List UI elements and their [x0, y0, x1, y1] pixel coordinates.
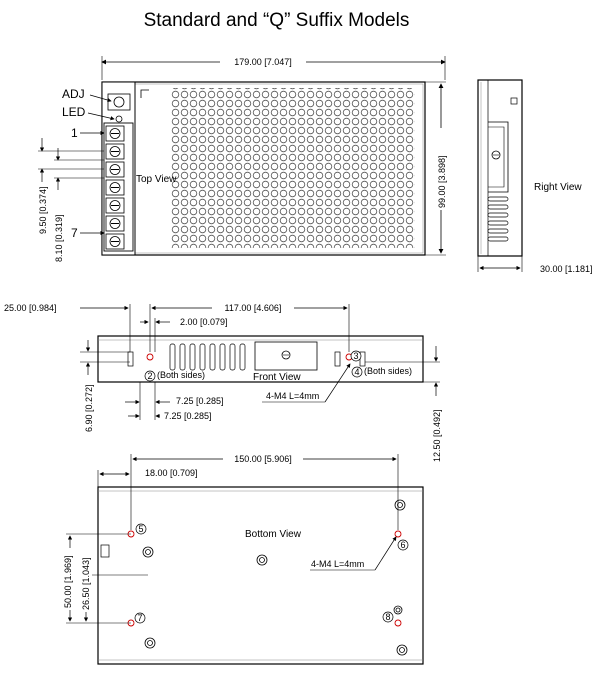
dim-top-width: 179.00 [7.047] [234, 57, 292, 67]
bottom-mount-hole-8 [395, 620, 401, 626]
ventilation-holes [171, 88, 415, 248]
top-view-label: Top View [136, 174, 177, 185]
dim-bottom-span: 150.00 [5.906] [234, 454, 292, 464]
bottom-mount-hole-6 [395, 531, 401, 537]
hole-6-marker: 6 [400, 540, 406, 550]
led-indicator [116, 116, 122, 122]
led-label: LED [62, 105, 86, 119]
dim-front-a: 7.25 [0.285] [176, 396, 224, 406]
dim-front-h1: 6.90 [0.272] [84, 384, 94, 432]
hole-8-marker: 8 [385, 612, 391, 622]
dim-bottom-v1: 50.00 [1.969] [63, 555, 73, 608]
dim-front-left: 25.00 [0.984] [4, 303, 57, 313]
pin-7-label: 7 [71, 226, 78, 240]
dim-pitch-a: 9.50 [0.374] [38, 186, 48, 234]
hole-7-marker: 7 [137, 613, 143, 623]
dim-top-height: 99.00 [3.898] [437, 155, 447, 208]
hole-4-marker: 4 [354, 367, 360, 377]
dim-right-depth: 30.00 [1.181] [540, 264, 593, 274]
dim-pitch-b: 8.10 [0.319] [54, 214, 64, 262]
dim-front-b: 7.25 [0.285] [164, 411, 212, 421]
dim-front-h2: 12.50 [0.492] [432, 409, 442, 462]
hole-3-marker: 3 [353, 351, 359, 361]
front-screw-note: 4-M4 L=4mm [266, 391, 320, 401]
hole-2-marker: 2 [147, 371, 153, 381]
dim-bottom-v2: 26.50 [1.043] [81, 557, 91, 610]
both-sides-note-a: (Both sides) [157, 370, 206, 380]
right-view-label: Right View [534, 182, 582, 193]
dim-bottom-left: 18.00 [0.709] [145, 468, 198, 478]
bottom-view-body [98, 487, 423, 664]
diagram-title: Standard and “Q” Suffix Models [143, 10, 410, 31]
adj-label: ADJ [62, 87, 85, 101]
pin-1-label: 1 [71, 126, 78, 140]
bottom-screw-note: 4-M4 L=4mm [311, 559, 365, 569]
terminal-block [104, 123, 133, 251]
top-view [38, 56, 448, 262]
bottom-view [62, 453, 423, 664]
front-mount-hole-left [147, 354, 153, 360]
right-view [478, 80, 593, 274]
both-sides-note-b: (Both sides) [364, 366, 413, 376]
front-view-label: Front View [253, 372, 301, 383]
dim-front-span: 117.00 [4.606] [224, 303, 282, 313]
hole-5-marker: 5 [138, 524, 144, 534]
bottom-view-label: Bottom View [245, 529, 301, 540]
dim-front-small: 2.00 [0.079] [180, 317, 228, 327]
front-view [4, 302, 442, 462]
